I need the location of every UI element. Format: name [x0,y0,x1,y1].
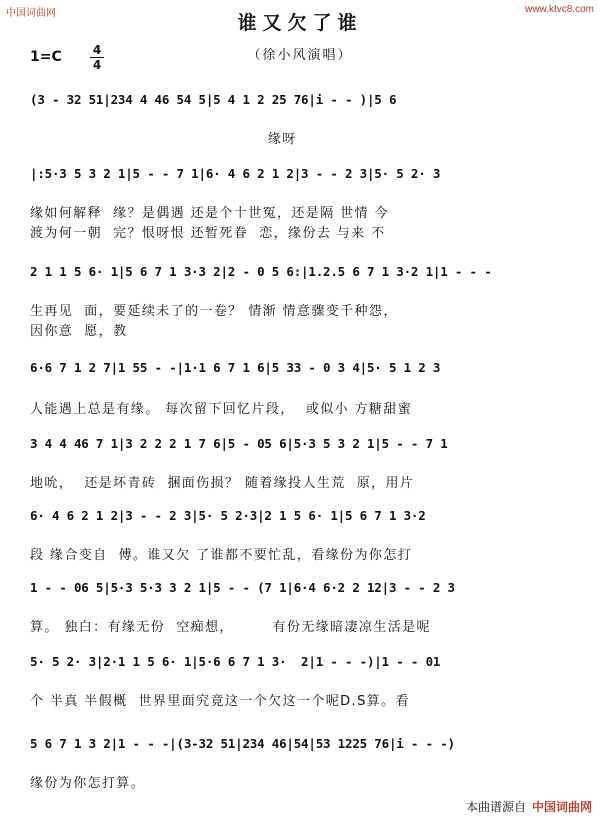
lyric-line-2b: 渡为何一朝 完？恨呀恨 还暂死眷 恋，缘份去 与来 不 [30,226,386,241]
notation-line-8: 5· 5 2· 3|2·1 1 5 6· 1|5·6 6 7 1 3· 2|1 - - -)|1 - - 01 [30,654,441,669]
lyric-line-4a: 人能遇上总是有缘。 每次留下回忆片段， 或似小 方糖甜蜜 [30,402,413,417]
lyric-line-9a: 缘份为你怎打算。 [30,776,146,791]
notation-line-7: 1 - - 06 5|5·3 5·3 3 2 1|5 - - (7 1|6·4 6·2 2 12|3 - - 2 3 [30,580,455,595]
song-title: 谁又欠了谁 [237,12,363,34]
watermark-right: www.ktvc8.com [525,4,594,15]
lyric-line-3b: 因你意 愿，教 [30,324,128,339]
lyric-line-1a: 缘呀 [30,132,297,147]
lyric-line-5a: 地吮， 还是坏青砖 捆面伤损？ 随着缘投人生荒 原，用片 [30,476,415,491]
notation-line-4: 6·6 7 1 2 7|1 55 - -|1·1 6 7 1 6|5 33 - 0 3 4|5· 5 1 2 3 [30,360,441,375]
lyric-line-8a: 个 半真 半假概 世界里面究竟这一个欠这一个呢D.S算。看 [30,694,410,709]
meter-bottom: 4 [92,58,102,72]
credit-site-link[interactable]: 中国词曲网 [531,800,592,814]
meter-top: 4 [92,43,102,57]
notation-line-2: |:5·3 5 3 2 1|5 - - 7 1|6· 4 6 2 1 2|3 - - 2 3|5· 5 2· 3 [30,166,441,181]
notation-line-5: 3 4 4 46 7 1|3 2 2 2 1 7 6|5 - 05 6|5·3 5 3 2 1|5 - - 7 1 [30,436,448,451]
lyric-line-6a: 段 缘合变自 傅。谁又欠 了谁都不要忙乱，看缘份为你怎打 [30,548,413,563]
watermark-left: 中国词曲网 [6,8,56,19]
notation-line-1: (3 - 32 51|234 4 46 54 5|5 4 1 2 25 76|i - - )|5 6 [30,92,397,107]
lyric-line-2a: 缘如何解释 缘？是偶遇 还是个十世冤，还是隔 世情 今 [30,206,389,221]
lyric-line-7a: 算。 独白：有缘无份 空痴想， 有份无缘暗凄凉生活是呢 [30,620,431,635]
singer-credit: （徐小风演唱） [247,48,353,63]
notation-line-3: 2 1 1 5 6· 1|5 6 7 1 3·3 2|2 - 0 5 6:|1.2.5 6 7 1 3·2 1|1 - - - [30,264,492,279]
key-signature: 1=C [30,49,62,65]
source-credit [466,798,592,815]
notation-line-6: 6· 4 6 2 1 2|3 - - 2 3|5· 5 2·3|2 1 5 6· 1|5 6 7 1 3·2 [30,508,426,523]
credit-text: 本曲谱源自 [465,800,526,814]
notation-line-9: 5 6 7 1 3 2|1 - - -|(3-32 51|234 46|54|53 1225 76|i - - -) [30,736,455,751]
lyric-line-3a: 生再见 面，要延续未了的一卷？ 情渐 情意骤变千种怨， [30,304,398,319]
